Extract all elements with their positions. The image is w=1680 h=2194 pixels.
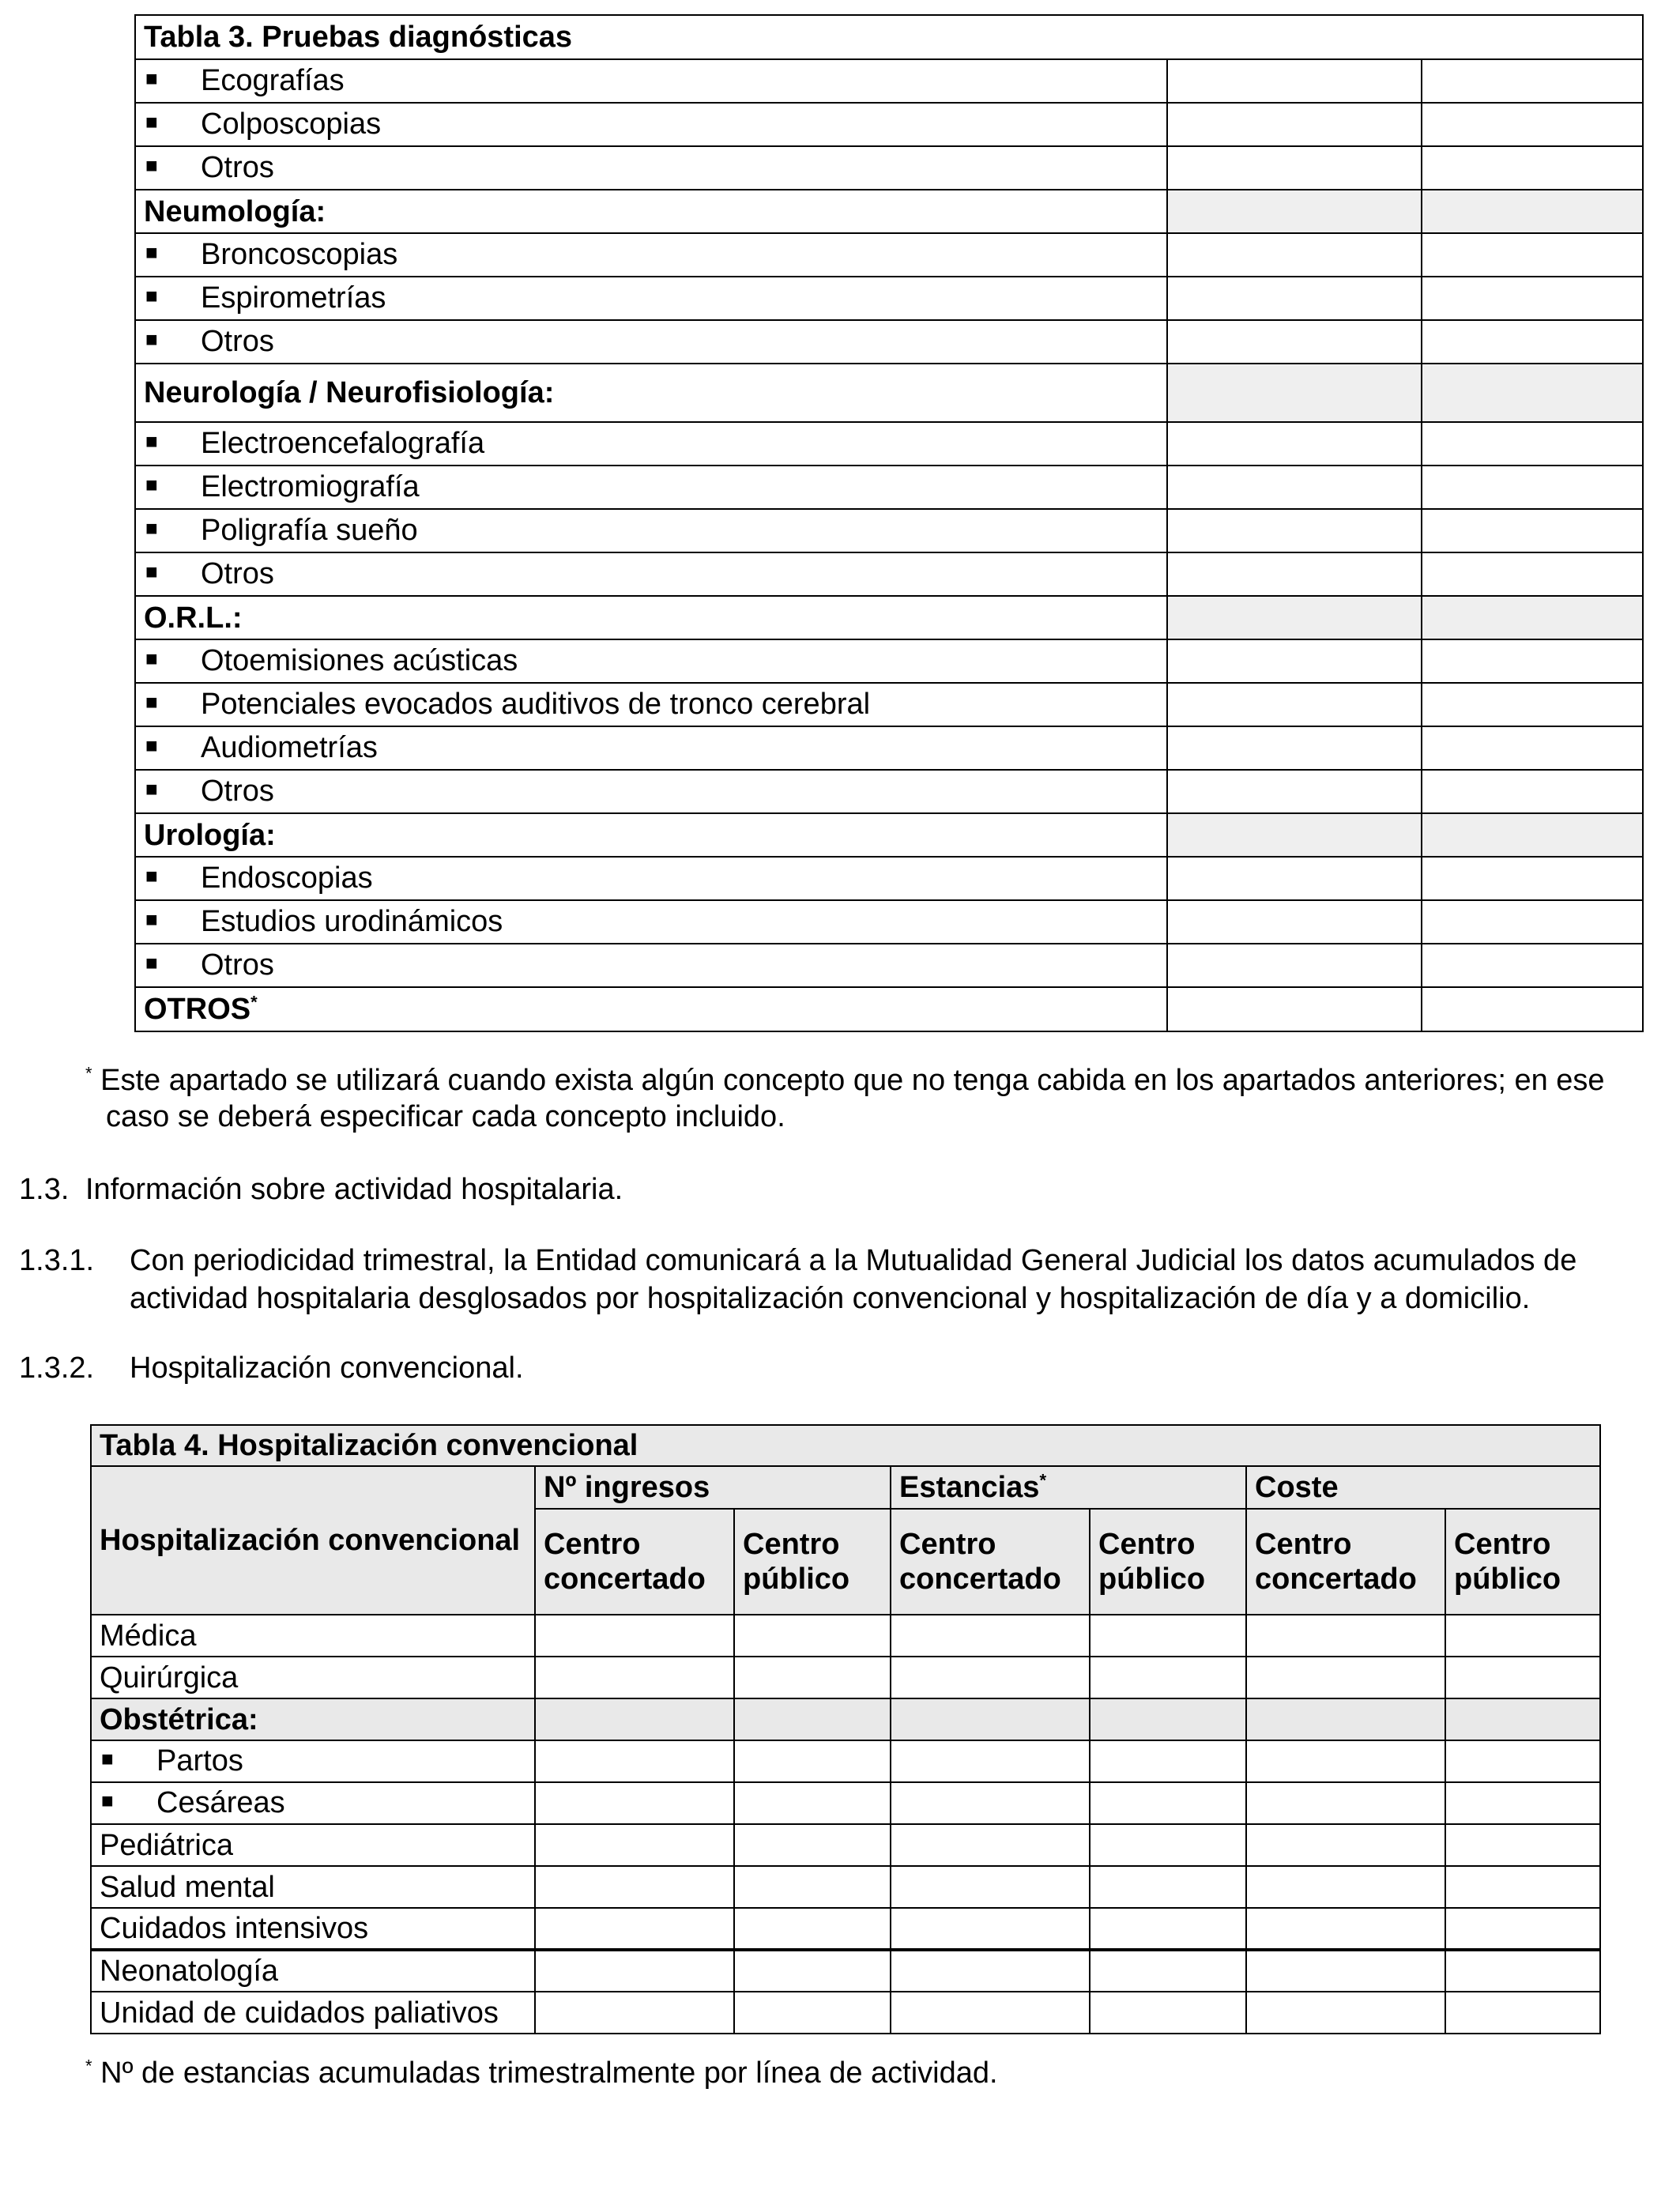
item-text: Broncoscopias: [201, 237, 398, 271]
item-text: Estudios urodinámicos: [201, 904, 503, 938]
table-row: [91, 1657, 1600, 1698]
value-cell[interactable]: [1422, 422, 1643, 466]
value-cell[interactable]: [1090, 1824, 1246, 1866]
item-text: Colposcopias: [201, 107, 382, 141]
item-label: [135, 277, 1167, 320]
value-cell[interactable]: [1167, 987, 1422, 1031]
value-cell[interactable]: [734, 1657, 891, 1698]
section-row: [135, 813, 1643, 857]
value-cell[interactable]: [734, 1992, 891, 2034]
value-cell[interactable]: [1422, 103, 1643, 146]
value-cell: [1167, 190, 1422, 233]
section-1-3: 1.3. Información sobre actividad hospitalaria.: [19, 1173, 623, 1206]
section-label: Urología:: [135, 813, 1167, 857]
table-row: [135, 320, 1643, 364]
table-row: [91, 1908, 1600, 1950]
table-row: [91, 1824, 1600, 1866]
otros-label: OTROS*: [135, 987, 1167, 1031]
value-cell[interactable]: [1090, 1782, 1246, 1824]
value-cell[interactable]: [535, 1782, 734, 1824]
row-header: Hospitalización convencional: [91, 1466, 535, 1615]
value-cell[interactable]: [1422, 770, 1643, 813]
table-row: [91, 1866, 1600, 1908]
value-cell[interactable]: [734, 1950, 891, 1992]
value-cell[interactable]: [1167, 466, 1422, 509]
subcol-centro-concertado: Centro concertado: [535, 1509, 734, 1615]
value-cell[interactable]: [891, 1657, 1090, 1698]
value-cell[interactable]: [1246, 1782, 1445, 1824]
value-cell[interactable]: [1090, 1740, 1246, 1782]
value-cell[interactable]: [1167, 639, 1422, 683]
value-cell: [1422, 596, 1643, 639]
bullet-icon: ■: [145, 516, 158, 541]
row-label: Pediátrica: [91, 1824, 535, 1866]
table-row: [135, 466, 1643, 509]
value-cell[interactable]: [535, 1615, 734, 1657]
item-label: [135, 944, 1167, 987]
value-cell: [1422, 813, 1643, 857]
bullet-icon: ■: [145, 429, 158, 454]
table-row: [135, 103, 1643, 146]
value-cell[interactable]: [891, 1950, 1090, 1992]
table-row: [91, 1615, 1600, 1657]
value-cell[interactable]: [1422, 233, 1643, 277]
table-row: [135, 552, 1643, 596]
item-text: Partos: [156, 1744, 243, 1777]
value-cell[interactable]: [734, 1740, 891, 1782]
value-cell[interactable]: [1445, 1866, 1600, 1908]
value-cell[interactable]: [891, 1992, 1090, 2034]
value-cell[interactable]: [1090, 1657, 1246, 1698]
value-cell[interactable]: [1445, 1992, 1600, 2034]
item-label: [135, 683, 1167, 726]
value-cell[interactable]: [734, 1615, 891, 1657]
subcol-centro-concertado: Centro concertado: [1246, 1509, 1445, 1615]
item-label: [135, 857, 1167, 900]
value-cell[interactable]: [1167, 146, 1422, 190]
value-cell[interactable]: [1445, 1824, 1600, 1866]
value-cell[interactable]: [1422, 944, 1643, 987]
value-cell: [1422, 190, 1643, 233]
item-label: [135, 466, 1167, 509]
value-cell[interactable]: [1167, 857, 1422, 900]
value-cell[interactable]: [1246, 1992, 1445, 2034]
value-cell[interactable]: [1445, 1908, 1600, 1950]
value-cell[interactable]: [535, 1908, 734, 1950]
value-cell[interactable]: [1422, 466, 1643, 509]
item-text: Ecografías: [201, 63, 345, 97]
table-row: [135, 900, 1643, 944]
value-cell[interactable]: [734, 1908, 891, 1950]
value-cell[interactable]: [1090, 1908, 1246, 1950]
table-row: [135, 944, 1643, 987]
table-row: [135, 277, 1643, 320]
value-cell: [891, 1698, 1090, 1740]
section-1-3-1-line-2: actividad hospitalaria desglosados por hospitalización convencional y hospitalización de día y a domicilio.: [130, 1282, 1531, 1315]
item-text: Cesáreas: [156, 1785, 285, 1819]
table-title: Tabla 4. Hospitalización convencional: [91, 1425, 1600, 1466]
value-cell[interactable]: [1445, 1657, 1600, 1698]
bullet-icon: ■: [101, 1789, 114, 1813]
value-cell[interactable]: [1422, 277, 1643, 320]
item-label: [135, 770, 1167, 813]
group-header-estancias: Estancias*: [891, 1466, 1246, 1509]
section-label: Obstétrica:: [91, 1698, 535, 1740]
item-text: Potenciales evocados auditivos de tronco cerebral: [201, 687, 871, 721]
value-cell[interactable]: [891, 1782, 1090, 1824]
bullet-icon: ■: [145, 690, 158, 714]
value-cell[interactable]: [535, 1824, 734, 1866]
item-text: Endoscopias: [201, 861, 373, 895]
subcol-centro-publico: Centro público: [1445, 1509, 1600, 1615]
table-row: [135, 683, 1643, 726]
item-label: [135, 422, 1167, 466]
item-text: Electroencefalografía: [201, 426, 485, 460]
table-row: [135, 146, 1643, 190]
item-text: Electromiografía: [201, 469, 420, 503]
section-label: Neurología / Neurofisiología:: [135, 364, 1167, 422]
value-cell[interactable]: [1167, 103, 1422, 146]
footnote-1-line-2: caso se deberá especificar cada concepto incluido.: [106, 1100, 785, 1133]
item-label: [135, 509, 1167, 552]
value-cell[interactable]: [1167, 277, 1422, 320]
value-cell[interactable]: [1445, 1782, 1600, 1824]
section-row: [135, 364, 1643, 422]
value-cell[interactable]: [1445, 1950, 1600, 1992]
bullet-icon: ■: [145, 864, 158, 888]
table-row: [135, 59, 1643, 103]
value-cell: [1246, 1698, 1445, 1740]
value-cell: [1167, 813, 1422, 857]
value-cell[interactable]: [1422, 146, 1643, 190]
value-cell[interactable]: [734, 1824, 891, 1866]
item-text: Poligrafía sueño: [201, 513, 418, 547]
bullet-icon: ■: [145, 110, 158, 134]
table-row: [135, 422, 1643, 466]
bullet-icon: ■: [145, 647, 158, 671]
value-cell[interactable]: [1246, 1824, 1445, 1866]
value-cell: [1167, 596, 1422, 639]
value-cell[interactable]: [1090, 1992, 1246, 2034]
value-cell[interactable]: [535, 1992, 734, 2034]
bullet-icon: ■: [145, 327, 158, 352]
value-cell[interactable]: [1090, 1950, 1246, 1992]
value-cell[interactable]: [1422, 857, 1643, 900]
value-cell[interactable]: [1422, 639, 1643, 683]
table-row: [135, 987, 1643, 1031]
group-header-ingresos: Nº ingresos: [535, 1466, 891, 1509]
value-cell[interactable]: [1167, 552, 1422, 596]
value-cell[interactable]: [1167, 944, 1422, 987]
tabla-3-pruebas-diagnosticas: [134, 14, 1644, 1032]
value-cell[interactable]: [1167, 422, 1422, 466]
table-row: [135, 639, 1643, 683]
value-cell[interactable]: [1167, 900, 1422, 944]
item-text: Espirometrías: [201, 281, 386, 315]
value-cell[interactable]: [1167, 59, 1422, 103]
item-label: [91, 1782, 535, 1824]
item-text: Otros: [201, 324, 274, 358]
bullet-icon: ■: [145, 951, 158, 975]
section-row: [135, 596, 1643, 639]
subcol-centro-publico: Centro público: [1090, 1509, 1246, 1615]
value-cell[interactable]: [1167, 683, 1422, 726]
value-cell[interactable]: [1246, 1950, 1445, 1992]
bullet-icon: ■: [145, 777, 158, 801]
value-cell[interactable]: [1090, 1866, 1246, 1908]
row-label: Cuidados intensivos: [91, 1908, 535, 1950]
subcol-centro-concertado: Centro concertado: [891, 1509, 1090, 1615]
item-label: [135, 103, 1167, 146]
value-cell[interactable]: [1445, 1615, 1600, 1657]
table-row: [135, 233, 1643, 277]
value-cell[interactable]: [1422, 509, 1643, 552]
value-cell[interactable]: [535, 1740, 734, 1782]
value-cell[interactable]: [1167, 509, 1422, 552]
row-label: Salud mental: [91, 1866, 535, 1908]
bullet-icon: ■: [145, 66, 158, 91]
value-cell[interactable]: [891, 1615, 1090, 1657]
section-label: Neumología:: [135, 190, 1167, 233]
row-label: Médica: [91, 1615, 535, 1657]
item-label: [135, 639, 1167, 683]
group-header-coste: Coste: [1246, 1466, 1600, 1509]
value-cell[interactable]: [891, 1740, 1090, 1782]
item-label: [135, 320, 1167, 364]
bullet-icon: ■: [101, 1747, 114, 1771]
item-text: Otros: [201, 150, 274, 184]
bullet-icon: ■: [145, 284, 158, 308]
bullet-icon: ■: [145, 240, 158, 265]
item-text: Otoemisiones acústicas: [201, 643, 518, 677]
table-row: [91, 1740, 1600, 1782]
value-cell: [734, 1698, 891, 1740]
value-cell[interactable]: [734, 1782, 891, 1824]
value-cell[interactable]: [891, 1866, 1090, 1908]
item-label: [135, 59, 1167, 103]
row-label: Neonatología: [91, 1950, 535, 1992]
bullet-icon: ■: [145, 153, 158, 178]
value-cell[interactable]: [535, 1950, 734, 1992]
section-label: O.R.L.:: [135, 596, 1167, 639]
value-cell[interactable]: [1422, 683, 1643, 726]
item-label: [135, 146, 1167, 190]
value-cell[interactable]: [535, 1657, 734, 1698]
table-row: [91, 1782, 1600, 1824]
value-cell[interactable]: [891, 1908, 1090, 1950]
value-cell[interactable]: [1422, 987, 1643, 1031]
item-text: Otros: [201, 948, 274, 982]
table-row: [135, 726, 1643, 770]
value-cell[interactable]: [1167, 320, 1422, 364]
value-cell[interactable]: [1167, 770, 1422, 813]
value-cell[interactable]: [535, 1866, 734, 1908]
item-label: [135, 552, 1167, 596]
bullet-icon: ■: [145, 560, 158, 584]
tabla-4-hospitalizacion-convencional: [90, 1424, 1601, 2034]
bullet-icon: ■: [145, 907, 158, 932]
value-cell[interactable]: [1167, 233, 1422, 277]
section-row: [91, 1698, 1600, 1740]
subcol-centro-publico: Centro público: [734, 1509, 891, 1615]
value-cell[interactable]: [1422, 320, 1643, 364]
value-cell: [1445, 1698, 1600, 1740]
item-text: Otros: [201, 774, 274, 808]
value-cell[interactable]: [1445, 1740, 1600, 1782]
table-row: [135, 509, 1643, 552]
section-row: [135, 190, 1643, 233]
section-1-3-1: 1.3.1. Con periodicidad trimestral, la Entidad comunicará a la Mutualidad General Judicial los datos acumulados de: [19, 1244, 1577, 1277]
item-label: [135, 726, 1167, 770]
value-cell[interactable]: [1246, 1866, 1445, 1908]
table-row: [135, 770, 1643, 813]
value-cell[interactable]: [1246, 1740, 1445, 1782]
row-label: Quirúrgica: [91, 1657, 535, 1698]
value-cell[interactable]: [1422, 59, 1643, 103]
value-cell[interactable]: [891, 1824, 1090, 1866]
bullet-icon: ■: [145, 733, 158, 758]
footnote-1-line-1: * Este apartado se utilizará cuando exista algún concepto que no tenga cabida en los apartados anteriores; en ese: [85, 1063, 1605, 1097]
row-label: Unidad de cuidados paliativos: [91, 1992, 535, 2034]
table-row: [91, 1950, 1600, 1992]
value-cell: [1090, 1698, 1246, 1740]
item-text: Otros: [201, 556, 274, 590]
value-cell[interactable]: [1246, 1657, 1445, 1698]
item-label: [135, 900, 1167, 944]
value-cell[interactable]: [1167, 726, 1422, 770]
value-cell: [1167, 364, 1422, 422]
item-label: [91, 1740, 535, 1782]
value-cell: [535, 1698, 734, 1740]
value-cell[interactable]: [1422, 726, 1643, 770]
value-cell[interactable]: [1246, 1615, 1445, 1657]
item-label: [135, 233, 1167, 277]
item-text: Audiometrías: [201, 730, 378, 764]
bullet-icon: ■: [145, 473, 158, 497]
section-1-3-2: 1.3.2. Hospitalización convencional.: [19, 1351, 524, 1385]
table-row: [135, 857, 1643, 900]
table-row: [91, 1992, 1600, 2034]
footnote-2: * Nº de estancias acumuladas trimestralmente por línea de actividad.: [85, 2056, 998, 2090]
value-cell[interactable]: [1090, 1615, 1246, 1657]
value-cell[interactable]: [1422, 900, 1643, 944]
value-cell[interactable]: [734, 1866, 891, 1908]
value-cell[interactable]: [1246, 1908, 1445, 1950]
table-title: Tabla 3. Pruebas diagnósticas: [135, 15, 1643, 59]
value-cell[interactable]: [1422, 552, 1643, 596]
value-cell: [1422, 364, 1643, 422]
